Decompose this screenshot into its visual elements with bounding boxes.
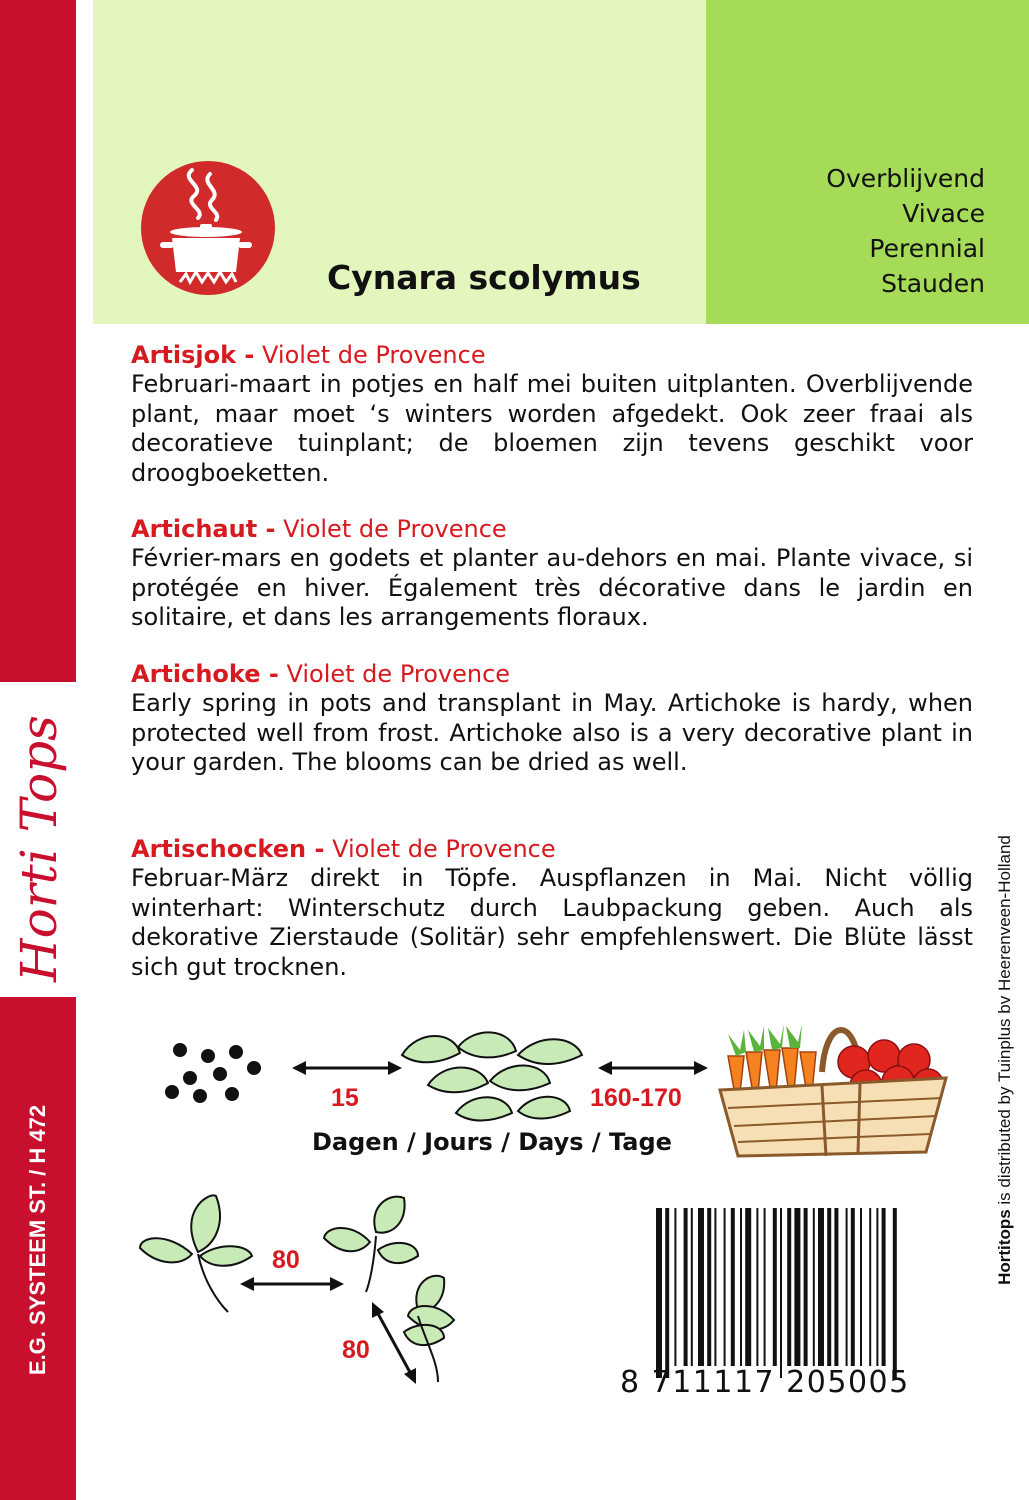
section-variety: Violet de Provence — [262, 341, 486, 369]
section-french — [131, 514, 973, 633]
section-variety: Violet de Provence — [286, 660, 511, 688]
plant-spacing: 80 — [272, 1246, 300, 1274]
distributor-text — [995, 835, 1015, 1285]
barcode-bar — [876, 1208, 878, 1366]
barcode-number: 8 711117 205005 — [620, 1365, 910, 1400]
harvest-arrow-icon — [598, 1058, 708, 1078]
row-spacing: 80 — [342, 1336, 370, 1364]
section-body: Februar-März direkt in Töpfe. Auspflanzen in Mai. Nicht völlig winterhart: Winterschutz durch Laubpackung geben. Auch als dekorative Zierstaude (Solitär) sehr empfehlenswert. Die Blüte lässt sich gut trocknen. — [131, 864, 973, 981]
horti-tops-logo — [4, 682, 74, 997]
barcode-bar — [691, 1208, 693, 1366]
barcode-bar — [893, 1208, 897, 1378]
type-english: Perennial — [869, 234, 985, 263]
barcode-bar — [846, 1208, 848, 1366]
barcode-bar — [698, 1208, 704, 1366]
section-german — [131, 834, 973, 982]
barcode-bar — [780, 1208, 782, 1378]
barcode-bar — [882, 1208, 886, 1366]
barcode-bar — [773, 1208, 777, 1366]
barcode-bar — [665, 1208, 669, 1378]
section-body: Early spring in pots and transplant in May. Artichoke is hardy, when protected well from frost. Artichoke also is a very decorative plant in your garden. The blooms can be dried as well. — [131, 689, 973, 776]
section-body: Février-mars en godets et planter au-dehors en mai. Plante vivace, si protégée en hiver. Également très décorative dans le jardin en solitaire, et dans les arrangements floraux. — [131, 544, 973, 631]
germination-days: 15 — [331, 1084, 359, 1112]
barcode-bar — [860, 1208, 862, 1366]
harvest-days: 160-170 — [590, 1084, 682, 1112]
barcode-bar — [740, 1208, 742, 1366]
section-heading — [131, 659, 973, 689]
barcode-bar — [869, 1208, 871, 1366]
logo-text: Horti Tops — [10, 715, 68, 982]
section-title: Artichoke - — [131, 660, 279, 688]
vegetable-basket-icon — [714, 1012, 950, 1160]
barcode-bar — [764, 1208, 766, 1366]
section-body: Februari-maart in potjes en half mei buiten uitplanten. Overblijvende plant, maar moet ‘s winters worden afgedekt. Ook zeer fraai als decoratieve tuinplant; de bloemen zijn tevens geschikt voor droogboeketten. — [131, 370, 973, 487]
section-variety: Violet de Provence — [283, 515, 507, 543]
barcode-bar — [794, 1208, 800, 1366]
barcode-bar — [674, 1208, 676, 1366]
barcode-bar — [724, 1208, 726, 1366]
section-heading — [131, 834, 973, 864]
barcode-bar — [745, 1208, 751, 1366]
barcode-bar — [731, 1208, 735, 1366]
distributor-rest: is distributed by Tuinplus bv Heerenveen-Holland — [995, 835, 1014, 1210]
barcode-bar — [804, 1208, 808, 1366]
section-title: Artisjok - — [131, 341, 255, 369]
distributor-brand: Hortitops — [995, 1209, 1014, 1285]
type-french: Vivace — [902, 199, 985, 228]
seeds-icon — [160, 1040, 260, 1110]
section-dutch — [131, 340, 973, 488]
germination-arrow-icon — [292, 1058, 402, 1078]
type-dutch: Overblijvend — [826, 164, 985, 193]
barcode-bar — [851, 1208, 855, 1366]
barcode-bar — [834, 1208, 838, 1366]
barcode-bar — [787, 1208, 791, 1366]
barcode-bar — [656, 1208, 662, 1378]
section-english — [131, 659, 973, 778]
barcode-bar — [818, 1208, 824, 1366]
section-heading — [131, 340, 973, 370]
section-heading — [131, 514, 973, 544]
barcode-bar — [684, 1208, 688, 1366]
barcode-bar — [813, 1208, 815, 1366]
barcode — [652, 1208, 944, 1378]
seedlings-icon — [398, 1025, 588, 1125]
days-label: Dagen / Jours / Days / Tage — [312, 1128, 672, 1156]
cooking-pot-icon — [140, 160, 276, 296]
section-variety: Violet de Provence — [332, 835, 556, 863]
barcode-bar — [756, 1208, 758, 1366]
section-title: Artischocken - — [131, 835, 325, 863]
spacing-diagram-icon — [138, 1192, 418, 1392]
latin-name: Cynara scolymus — [327, 258, 641, 297]
type-german: Stauden — [881, 269, 985, 298]
barcode-bar — [827, 1208, 831, 1366]
system-code-text: E.G. SYSTEEM ST. / H 472 — [25, 1104, 50, 1376]
barcode-bar — [714, 1208, 716, 1366]
section-title: Artichaut - — [131, 515, 276, 543]
plant-type-list — [826, 161, 985, 301]
barcode-bar — [707, 1208, 711, 1366]
